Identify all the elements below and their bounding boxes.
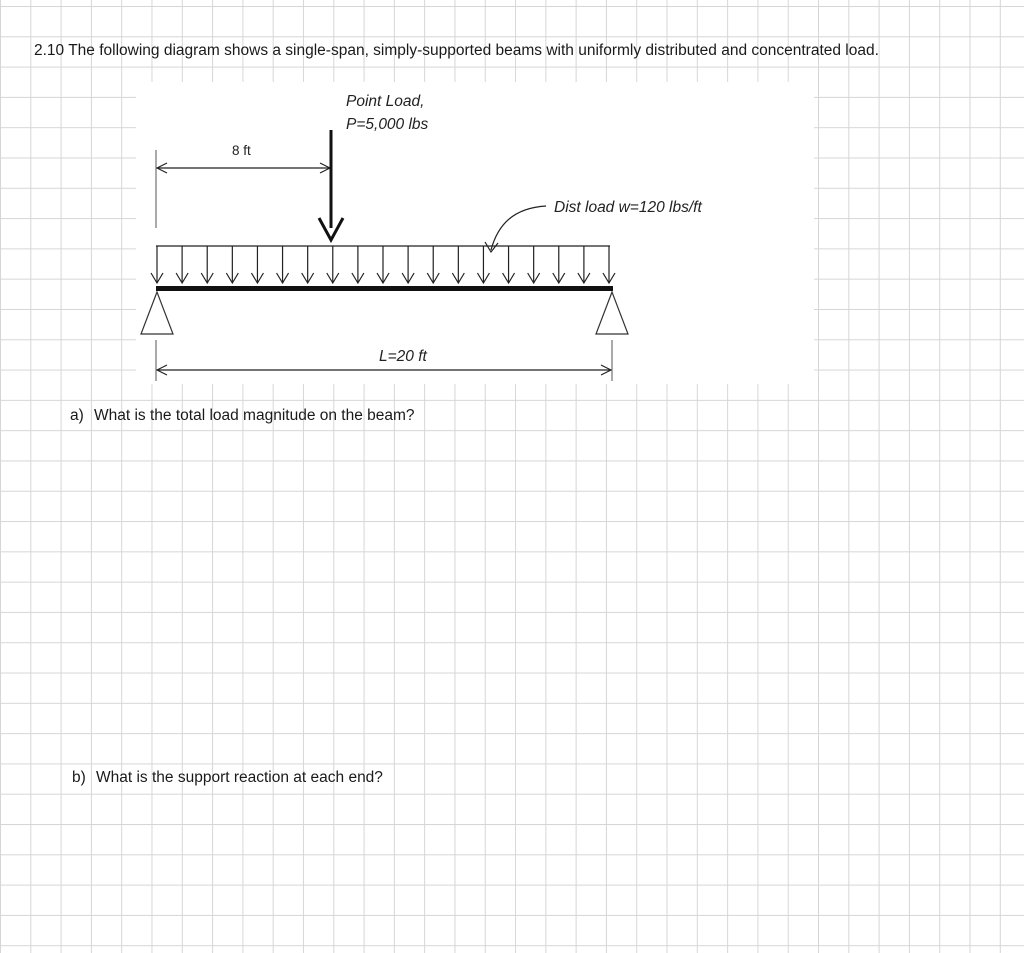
beam-diagram — [136, 82, 814, 384]
question-a-text: What is the total load magnitude on the beam? — [94, 407, 415, 424]
question-a-number: a) — [70, 407, 84, 424]
question-b — [72, 769, 383, 787]
dist-load-leader — [491, 206, 546, 250]
question-a — [70, 407, 415, 425]
left-support — [141, 292, 173, 334]
point-load-label-line2: P=5,000 lbs — [346, 116, 429, 133]
problem-statement: 2.10 The following diagram shows a single-span, simply-supported beams with uniformly distributed and concentrated load. — [34, 42, 879, 59]
span-label: L=20 ft — [379, 348, 427, 365]
point-load-label-line1: Point Load, — [346, 93, 425, 110]
question-b-number: b) — [72, 769, 86, 786]
beam — [156, 286, 613, 291]
dist-load-label: Dist load w=120 lbs/ft — [554, 199, 702, 216]
distributed-load-arrows — [151, 246, 615, 283]
point-load-distance-label: 8 ft — [232, 143, 251, 158]
beam-diagram-svg — [136, 82, 814, 384]
right-support — [596, 292, 628, 334]
question-b-text: What is the support reaction at each end? — [96, 769, 383, 786]
